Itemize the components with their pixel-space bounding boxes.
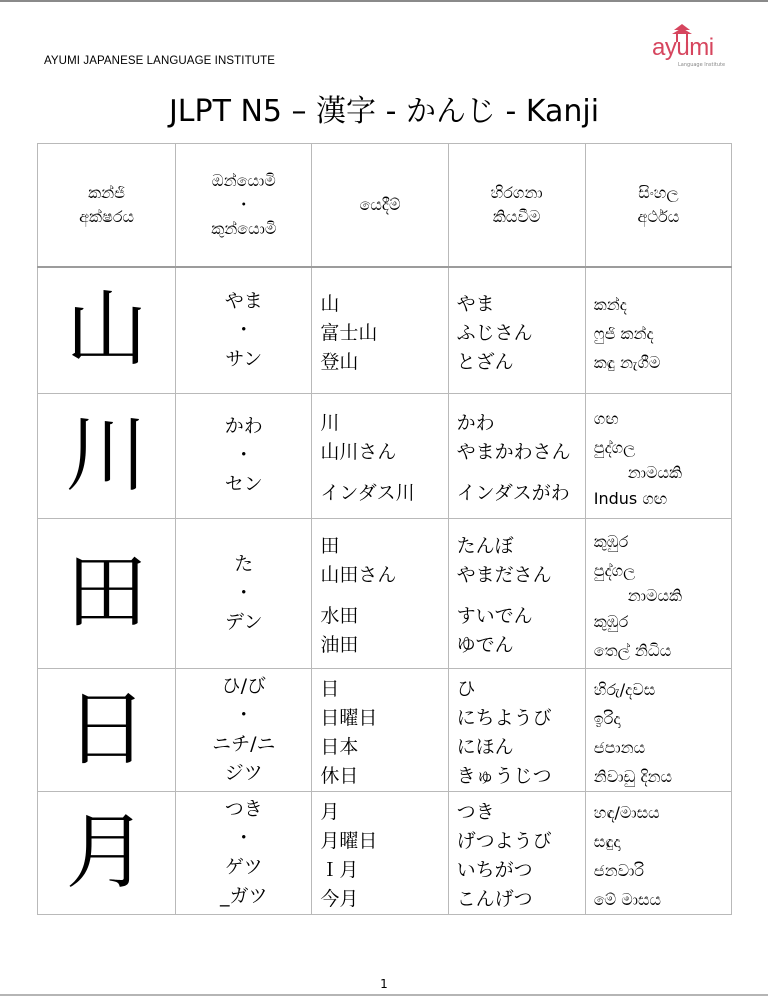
hiragana-cell-line: かわ [456,412,495,434]
reading-line: ・ [234,826,254,849]
header-kanji: කන්ජි අක්ෂරය [38,144,176,268]
sinhala-cell-line: නිවාඩු දිනය [593,766,673,786]
hiragana-cell-line: ふじさん [456,321,533,344]
kanji-table [37,143,732,915]
sinhala-cell-line: පුද්ගල [593,438,636,457]
reading-line: サン [225,347,263,370]
sinhala-cell-line: හඳ/මාසය [593,802,660,822]
page-title: JLPT N5 – 漢字 - かんじ - Kanji [168,94,600,129]
hiragana-cell [448,791,585,914]
sinhala-cell-line: Indus ගඟ [593,489,668,508]
hiragana-cell [448,668,585,791]
hiragana-cell-line: きゅうじつ [456,764,552,787]
reading-line: ・ [234,444,254,466]
sinhala-cell [585,791,731,914]
hiragana-cell-line: げつようび [456,829,552,852]
hiragana-cell-line: やま [456,292,495,315]
institute-logo [648,20,728,70]
logo-tagline: Language Institute [678,62,726,68]
usage-cell-line: 山 [320,292,340,315]
sinhala-cell [585,518,731,668]
reading-line: ゲツ [224,855,263,878]
reading-line: _ガツ [220,884,268,907]
reading-line: た [234,552,254,575]
sinhala-cell-line: තෙල් නිධිය [593,641,672,660]
sinhala-cell-line: හිරු/දවස [593,679,656,699]
logo-wordmark: ayumi [652,34,714,61]
sinhala-cell-line: කුඹුර [593,612,629,631]
sinhala-cell-line: ගඟ [593,409,619,428]
usage-cell-line: 田 [320,535,340,557]
usage-cell-line: 山田さん [320,564,397,586]
reading-line: ・ [234,318,254,341]
sinhala-cell-line: ජපානය [593,737,646,757]
reading-line: セン [224,473,263,495]
kanji-row [38,791,732,914]
kanji-reading [176,518,312,668]
kanji-reading [176,267,312,393]
kanji-character: 月 [38,791,176,914]
usage-cell-line: 月 [320,800,340,823]
page-number: 1 [380,977,388,991]
hiragana-cell-line: ひ [456,677,476,700]
kanji-row [38,668,732,791]
header-sinhala: සිංහල අර්ථය [585,144,731,268]
sinhala-cell-line: ෆුජි කන්ද [593,323,654,343]
hiragana-cell [448,393,585,518]
usage-cell-line: 油田 [320,634,359,656]
usage-cell [312,668,448,791]
reading-line: つき [224,797,263,820]
hiragana-cell-line: いちがつ [456,858,533,881]
hiragana-cell-line: たんぼ [456,535,514,557]
sinhala-cell [585,393,731,518]
usage-cell [312,393,448,518]
usage-cell-line: 休日 [320,764,359,787]
reading-line: ニチ/ニ [212,732,276,755]
hiragana-cell-line: つき [456,800,495,823]
header-row [38,144,732,268]
kanji-character: 田 [38,518,176,668]
usage-cell-line: 川 [320,412,340,434]
sinhala-cell-line: ඉරිදා [593,708,621,728]
top-rule [0,0,768,2]
hiragana-cell-line: にちようび [456,706,552,729]
reading-line: ・ [234,581,254,604]
usage-cell [312,267,448,393]
sinhala-cell-line: නාමයකි [627,463,683,482]
sinhala-cell-line: සඳුදා [593,831,621,851]
header-hiragana: හිරගනා කියවීම [448,144,585,268]
usage-cell-line: 今月 [320,887,359,910]
bottom-rule [0,994,768,996]
hiragana-cell-line: ゆでん [456,634,514,656]
reading-line: ジツ [224,761,263,784]
hiragana-cell-line: とざん [456,350,514,373]
sinhala-cell [585,668,731,791]
hiragana-cell-line: こんげつ [456,887,533,910]
kanji-row [38,518,732,668]
hiragana-cell [448,518,585,668]
kanji-reading [176,393,312,518]
sinhala-cell-line: නාමයකි [627,586,683,605]
sinhala-cell-line: ජනවාරි [593,860,645,880]
header-usage: යෙදීම් [312,144,448,268]
reading-line: かわ [224,415,263,437]
sinhala-cell-line: කඳු නැගීම [593,352,661,372]
kanji-character: 川 [38,393,176,518]
usage-cell-line: 富士山 [320,321,378,344]
sinhala-cell [585,267,731,393]
usage-cell [312,518,448,668]
hiragana-cell-line: インダスがわ [456,482,570,504]
usage-cell-line: 水田 [320,605,359,627]
reading-line: やま [224,289,263,312]
kanji-row [38,267,732,393]
sinhala-cell-line: මේ මාසය [593,889,662,909]
usage-cell-line: 日 [320,677,340,700]
usage-cell-line: 月曜日 [320,829,378,852]
hiragana-cell-line: にほん [456,735,514,758]
hiragana-cell [448,267,585,393]
usage-cell-line: 登山 [320,350,359,373]
sinhala-cell-line: පුද්ගල [593,561,636,580]
hiragana-cell-line: やまださん [456,564,552,586]
usage-cell-line: 日曜日 [320,706,378,729]
kanji-reading [176,668,312,791]
usage-cell-line: Ｉ月 [320,858,359,881]
sinhala-cell-line: කුඹුර [593,532,629,551]
reading-line: デン [224,610,263,633]
hiragana-cell-line: やまかわさん [456,441,571,463]
kanji-character: 山 [38,267,176,393]
reading-line: ひ/び [221,674,266,697]
kanji-reading [176,791,312,914]
kanji-row [38,393,732,518]
institute-name: AYUMI JAPANESE LANGUAGE INSTITUTE [44,55,275,67]
usage-cell-line: 日本 [320,735,359,758]
usage-cell-line: インダス川 [320,482,415,504]
usage-cell [312,791,448,914]
sinhala-cell-line: කන්ද [593,294,627,314]
usage-cell-line: 山川さん [320,441,397,463]
header-on-kun: ඔන්යොමි ・ කුන්යොමි [176,144,312,268]
reading-line: ・ [234,703,254,726]
kanji-character: 日 [38,668,176,791]
hiragana-cell-line: すいでん [456,605,533,627]
